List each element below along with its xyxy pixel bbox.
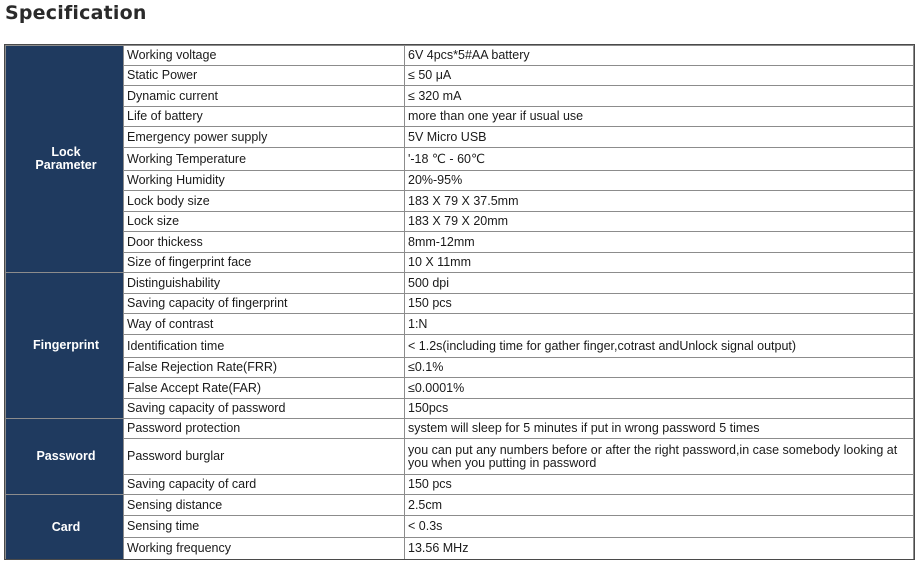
- spec-value: 6V 4pcs*5#AA battery: [405, 46, 914, 66]
- spec-label: Static Power: [124, 66, 405, 86]
- table-row: [6, 46, 914, 66]
- table-row: [6, 107, 914, 127]
- page-title: Specification: [5, 2, 147, 24]
- section-category-label: Password: [6, 419, 124, 495]
- table-row: [6, 495, 914, 516]
- spec-label: Dynamic current: [124, 86, 405, 107]
- table-row: [6, 294, 914, 314]
- spec-value: 183 X 79 X 37.5mm: [405, 191, 914, 212]
- table-row: [6, 171, 914, 191]
- section-category-label: Fingerprint: [6, 273, 124, 419]
- spec-label: Saving capacity of password: [124, 399, 405, 419]
- spec-value: more than one year if usual use: [405, 107, 914, 127]
- spec-label: Saving capacity of fingerprint: [124, 294, 405, 314]
- spec-value: 150 pcs: [405, 294, 914, 314]
- spec-value: system will sleep for 5 minutes if put in wrong password 5 times: [405, 419, 914, 439]
- table-row: [6, 358, 914, 378]
- spec-value: 2.5cm: [405, 495, 914, 516]
- spec-label: Lock size: [124, 212, 405, 232]
- table-row: [6, 314, 914, 335]
- spec-value: 5V Micro USB: [405, 127, 914, 148]
- spec-label: Working Humidity: [124, 171, 405, 191]
- spec-label: Life of battery: [124, 107, 405, 127]
- table-row: [6, 191, 914, 212]
- table-row: [6, 148, 914, 171]
- spec-label: Lock body size: [124, 191, 405, 212]
- spec-label: Working frequency: [124, 538, 405, 560]
- spec-label: Password protection: [124, 419, 405, 439]
- spec-label: Sensing distance: [124, 495, 405, 516]
- section-category-label: Lock Parameter: [6, 46, 124, 273]
- table-row: [6, 127, 914, 148]
- table-row: [6, 419, 914, 439]
- table-row: [6, 86, 914, 107]
- spec-label: Working voltage: [124, 46, 405, 66]
- spec-value: 8mm-12mm: [405, 232, 914, 253]
- spec-value: ≤ 320 mA: [405, 86, 914, 107]
- spec-label: Password burglar: [124, 439, 405, 475]
- section-category-label: Card: [6, 495, 124, 560]
- spec-value: 20%-95%: [405, 171, 914, 191]
- spec-value: 150 pcs: [405, 475, 914, 495]
- spec-value: 13.56 MHz: [405, 538, 914, 560]
- table-row: [6, 516, 914, 538]
- spec-label: Sensing time: [124, 516, 405, 538]
- spec-label: Working Temperature: [124, 148, 405, 171]
- spec-value: you can put any numbers before or after the right password,in case somebody looking at you when you putting in password: [405, 439, 914, 475]
- spec-label: Door thickess: [124, 232, 405, 253]
- spec-value: 183 X 79 X 20mm: [405, 212, 914, 232]
- specification-table-body: [6, 46, 914, 560]
- spec-label: Way of contrast: [124, 314, 405, 335]
- spec-value: '-18 ℃ - 60℃: [405, 148, 914, 171]
- specification-table: [5, 45, 914, 560]
- spec-value: 500 dpi: [405, 273, 914, 294]
- table-row: [6, 335, 914, 358]
- spec-value: 10 X 11mm: [405, 253, 914, 273]
- spec-value: 150pcs: [405, 399, 914, 419]
- spec-value: < 1.2s(including time for gather finger,cotrast andUnlock signal output): [405, 335, 914, 358]
- table-row: [6, 273, 914, 294]
- table-row: [6, 475, 914, 495]
- table-row: [6, 212, 914, 232]
- table-row: [6, 439, 914, 475]
- spec-value: < 0.3s: [405, 516, 914, 538]
- spec-value: 1:N: [405, 314, 914, 335]
- spec-label: Emergency power supply: [124, 127, 405, 148]
- table-row: [6, 66, 914, 86]
- spec-value: ≤0.1%: [405, 358, 914, 378]
- spec-label: Size of fingerprint face: [124, 253, 405, 273]
- table-row: [6, 538, 914, 560]
- spec-label: False Accept Rate(FAR): [124, 378, 405, 399]
- spec-label: Distinguishability: [124, 273, 405, 294]
- spec-value: ≤ 50 μA: [405, 66, 914, 86]
- table-row: [6, 399, 914, 419]
- table-row: [6, 232, 914, 253]
- table-row: [6, 378, 914, 399]
- table-row: [6, 253, 914, 273]
- spec-value: ≤0.0001%: [405, 378, 914, 399]
- spec-label: Identification time: [124, 335, 405, 358]
- spec-label: False Rejection Rate(FRR): [124, 358, 405, 378]
- spec-label: Saving capacity of card: [124, 475, 405, 495]
